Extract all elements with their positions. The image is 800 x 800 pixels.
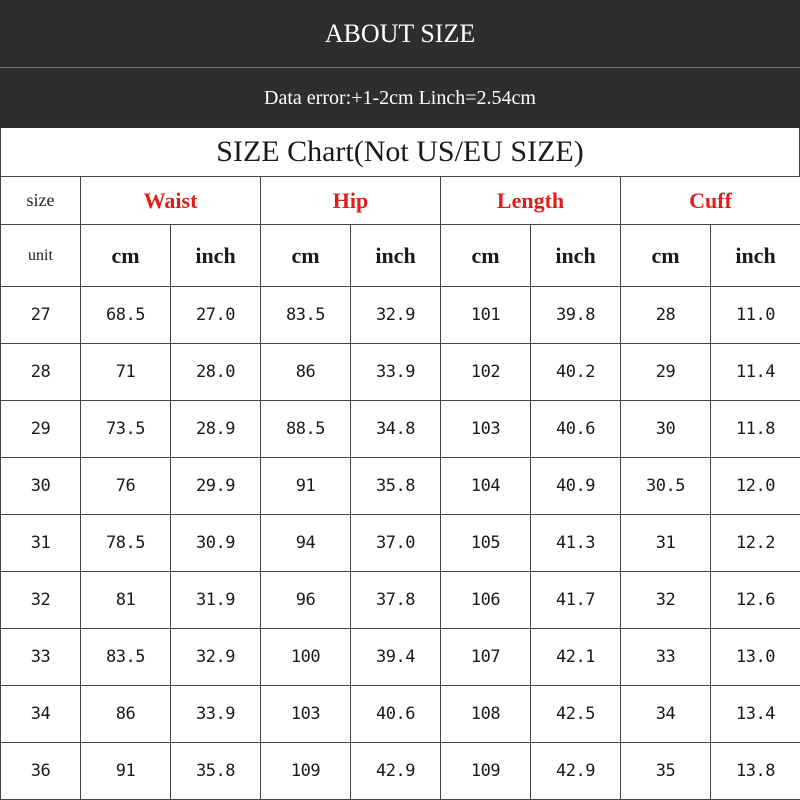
cell-hip-inch: 39.4 bbox=[351, 629, 441, 686]
cell-waist-cm: 76 bbox=[81, 458, 171, 515]
cell-length-cm: 109 bbox=[441, 743, 531, 800]
cell-size: 33 bbox=[1, 629, 81, 686]
cell-length-cm: 105 bbox=[441, 515, 531, 572]
table-row bbox=[1, 686, 800, 743]
cell-waist-inch: 35.8 bbox=[171, 743, 261, 800]
waist-header: Waist bbox=[81, 177, 261, 225]
waist-cm-header: cm bbox=[81, 225, 171, 287]
cell-length-inch: 42.1 bbox=[531, 629, 621, 686]
cell-cuff-inch: 11.0 bbox=[711, 287, 800, 344]
cell-length-cm: 108 bbox=[441, 686, 531, 743]
cell-cuff-cm: 30.5 bbox=[621, 458, 711, 515]
cell-length-cm: 107 bbox=[441, 629, 531, 686]
table-row bbox=[1, 401, 800, 458]
measure-header-row bbox=[1, 177, 800, 225]
cell-waist-inch: 33.9 bbox=[171, 686, 261, 743]
table-row bbox=[1, 629, 800, 686]
cell-length-inch: 40.9 bbox=[531, 458, 621, 515]
hip-header: Hip bbox=[261, 177, 441, 225]
cell-waist-cm: 78.5 bbox=[81, 515, 171, 572]
cell-waist-cm: 83.5 bbox=[81, 629, 171, 686]
cell-waist-inch: 27.0 bbox=[171, 287, 261, 344]
cell-cuff-inch: 12.6 bbox=[711, 572, 800, 629]
cell-cuff-inch: 13.4 bbox=[711, 686, 800, 743]
cell-waist-inch: 31.9 bbox=[171, 572, 261, 629]
size-column-header: size bbox=[1, 177, 81, 225]
cell-waist-cm: 71 bbox=[81, 344, 171, 401]
cell-length-inch: 41.7 bbox=[531, 572, 621, 629]
cell-waist-inch: 28.9 bbox=[171, 401, 261, 458]
cell-length-cm: 104 bbox=[441, 458, 531, 515]
cell-hip-inch: 33.9 bbox=[351, 344, 441, 401]
cell-waist-inch: 29.9 bbox=[171, 458, 261, 515]
cell-waist-cm: 86 bbox=[81, 686, 171, 743]
size-table-body bbox=[1, 287, 800, 800]
cell-hip-cm: 91 bbox=[261, 458, 351, 515]
cell-length-inch: 41.3 bbox=[531, 515, 621, 572]
cell-size: 29 bbox=[1, 401, 81, 458]
cell-hip-cm: 100 bbox=[261, 629, 351, 686]
cell-cuff-inch: 11.4 bbox=[711, 344, 800, 401]
cell-size: 30 bbox=[1, 458, 81, 515]
hip-cm-header: cm bbox=[261, 225, 351, 287]
cell-cuff-cm: 30 bbox=[621, 401, 711, 458]
cell-cuff-cm: 35 bbox=[621, 743, 711, 800]
cell-cuff-cm: 32 bbox=[621, 572, 711, 629]
cuff-cm-header: cm bbox=[621, 225, 711, 287]
length-inch-header: inch bbox=[531, 225, 621, 287]
cell-length-cm: 102 bbox=[441, 344, 531, 401]
cell-length-inch: 40.2 bbox=[531, 344, 621, 401]
cell-hip-inch: 32.9 bbox=[351, 287, 441, 344]
unit-header-row bbox=[1, 225, 800, 287]
cell-length-inch: 40.6 bbox=[531, 401, 621, 458]
cuff-inch-header: inch bbox=[711, 225, 800, 287]
cell-size: 27 bbox=[1, 287, 81, 344]
data-error-banner bbox=[0, 68, 800, 128]
cell-hip-cm: 103 bbox=[261, 686, 351, 743]
cell-waist-cm: 68.5 bbox=[81, 287, 171, 344]
cell-length-cm: 103 bbox=[441, 401, 531, 458]
length-cm-header: cm bbox=[441, 225, 531, 287]
cell-cuff-inch: 12.2 bbox=[711, 515, 800, 572]
cell-hip-cm: 88.5 bbox=[261, 401, 351, 458]
cell-waist-cm: 91 bbox=[81, 743, 171, 800]
length-header: Length bbox=[441, 177, 621, 225]
cuff-header: Cuff bbox=[621, 177, 800, 225]
cell-cuff-inch: 13.0 bbox=[711, 629, 800, 686]
cell-waist-inch: 32.9 bbox=[171, 629, 261, 686]
cell-hip-inch: 37.0 bbox=[351, 515, 441, 572]
cell-size: 36 bbox=[1, 743, 81, 800]
cell-cuff-inch: 12.0 bbox=[711, 458, 800, 515]
cell-waist-cm: 73.5 bbox=[81, 401, 171, 458]
banner-title: ABOUT SIZE bbox=[324, 18, 476, 48]
cell-hip-inch: 37.8 bbox=[351, 572, 441, 629]
cell-hip-inch: 34.8 bbox=[351, 401, 441, 458]
cell-hip-cm: 109 bbox=[261, 743, 351, 800]
cell-length-inch: 39.8 bbox=[531, 287, 621, 344]
size-chart-title bbox=[0, 128, 800, 176]
cell-size: 34 bbox=[1, 686, 81, 743]
cell-cuff-cm: 33 bbox=[621, 629, 711, 686]
cell-size: 32 bbox=[1, 572, 81, 629]
size-table bbox=[0, 176, 800, 800]
cell-waist-inch: 28.0 bbox=[171, 344, 261, 401]
cell-hip-inch: 35.8 bbox=[351, 458, 441, 515]
chart-title-text: SIZE Chart(Not US/EU SIZE) bbox=[216, 135, 584, 168]
cell-size: 28 bbox=[1, 344, 81, 401]
cell-length-inch: 42.9 bbox=[531, 743, 621, 800]
table-row bbox=[1, 344, 800, 401]
waist-inch-header: inch bbox=[171, 225, 261, 287]
cell-hip-cm: 86 bbox=[261, 344, 351, 401]
cell-cuff-inch: 11.8 bbox=[711, 401, 800, 458]
table-row bbox=[1, 515, 800, 572]
data-error-note: Data error:+1-2cm Linch=2.54cm bbox=[264, 86, 536, 109]
table-row bbox=[1, 743, 800, 800]
cell-hip-inch: 40.6 bbox=[351, 686, 441, 743]
cell-cuff-inch: 13.8 bbox=[711, 743, 800, 800]
cell-cuff-cm: 28 bbox=[621, 287, 711, 344]
unit-column-header: unit bbox=[1, 225, 81, 287]
cell-hip-cm: 94 bbox=[261, 515, 351, 572]
cell-length-cm: 101 bbox=[441, 287, 531, 344]
cell-length-inch: 42.5 bbox=[531, 686, 621, 743]
cell-cuff-cm: 34 bbox=[621, 686, 711, 743]
cell-length-cm: 106 bbox=[441, 572, 531, 629]
cell-hip-cm: 96 bbox=[261, 572, 351, 629]
cell-cuff-cm: 31 bbox=[621, 515, 711, 572]
cell-waist-inch: 30.9 bbox=[171, 515, 261, 572]
cell-hip-inch: 42.9 bbox=[351, 743, 441, 800]
cell-size: 31 bbox=[1, 515, 81, 572]
table-row bbox=[1, 287, 800, 344]
about-size-banner bbox=[0, 0, 800, 68]
hip-inch-header: inch bbox=[351, 225, 441, 287]
table-row bbox=[1, 458, 800, 515]
cell-cuff-cm: 29 bbox=[621, 344, 711, 401]
cell-waist-cm: 81 bbox=[81, 572, 171, 629]
cell-hip-cm: 83.5 bbox=[261, 287, 351, 344]
table-row bbox=[1, 572, 800, 629]
